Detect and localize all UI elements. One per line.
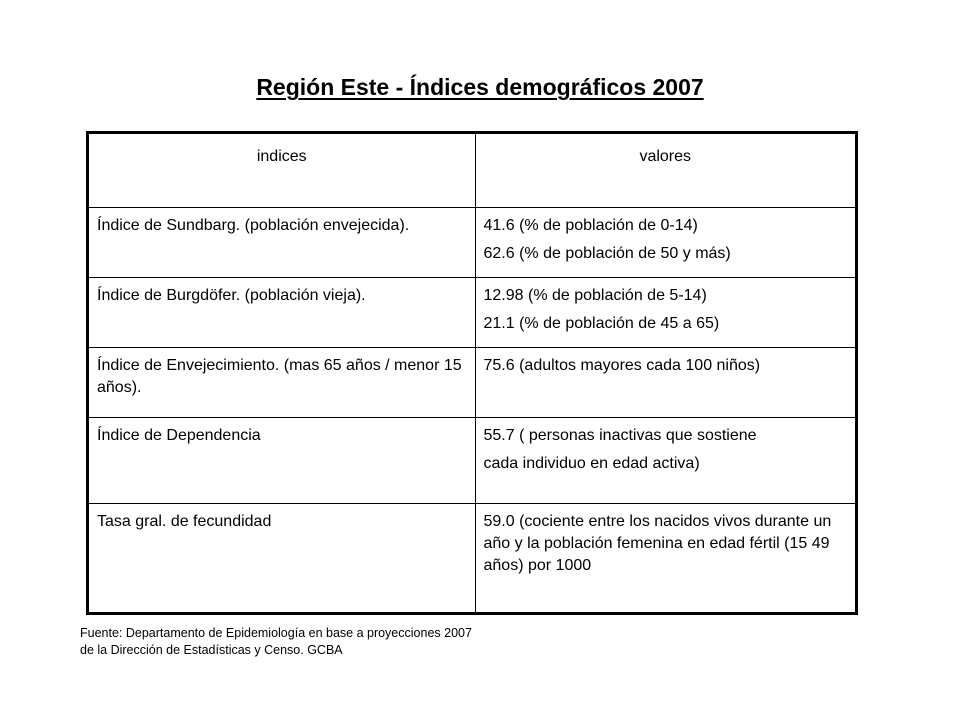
valor-line: 62.6 (% de población de 50 y más) [483,244,731,262]
source-note [80,625,472,659]
valor-cell [475,417,855,503]
table-row [89,277,855,347]
valor-line: 21.1 (% de población de 45 a 65) [483,314,720,332]
indices-table [86,131,858,615]
table-row [89,207,855,277]
valor-cell [475,347,855,417]
header-valores: valores [475,134,855,207]
valor-cell [475,277,855,347]
valor-line: 75.6 (adultos mayores cada 100 niños) [483,356,761,374]
valor-line: cada individuo en edad activa) [483,454,700,472]
data-table [89,134,855,612]
valor-line: 59.0 (cociente entre los nacidos vivos durante un año y la población femenina en edad fértil (15 49 años) por 1000 [483,512,832,574]
valor-line: 12.98 (% de población de 5-14) [483,286,707,304]
valor-line: 41.6 (% de población de 0-14) [483,216,698,234]
table-row [89,417,855,503]
header-indices: indices [89,134,475,207]
indice-cell: Índice de Burgdöfer. (población vieja). [89,277,475,347]
valor-cell [475,207,855,277]
table-header-row [89,134,855,207]
indice-cell: Índice de Sundbarg. (población envejecida). [89,207,475,277]
valor-cell [475,503,855,612]
table-row [89,347,855,417]
source-line-2: de la Dirección de Estadísticas y Censo. GCBA [80,643,343,657]
indice-cell: Índice de Envejecimiento. (mas 65 años / menor 15 años). [89,347,475,417]
table-row [89,503,855,612]
indice-cell: Tasa gral. de fecundidad [89,503,475,612]
indice-cell: Índice de Dependencia [89,417,475,503]
valor-line: 55.7 ( personas inactivas que sostiene [483,426,757,444]
page-title: Región Este - Índices demográficos 2007 [256,74,704,100]
source-line-1: Fuente: Departamento de Epidemiología en base a proyecciones 2007 [80,626,472,640]
